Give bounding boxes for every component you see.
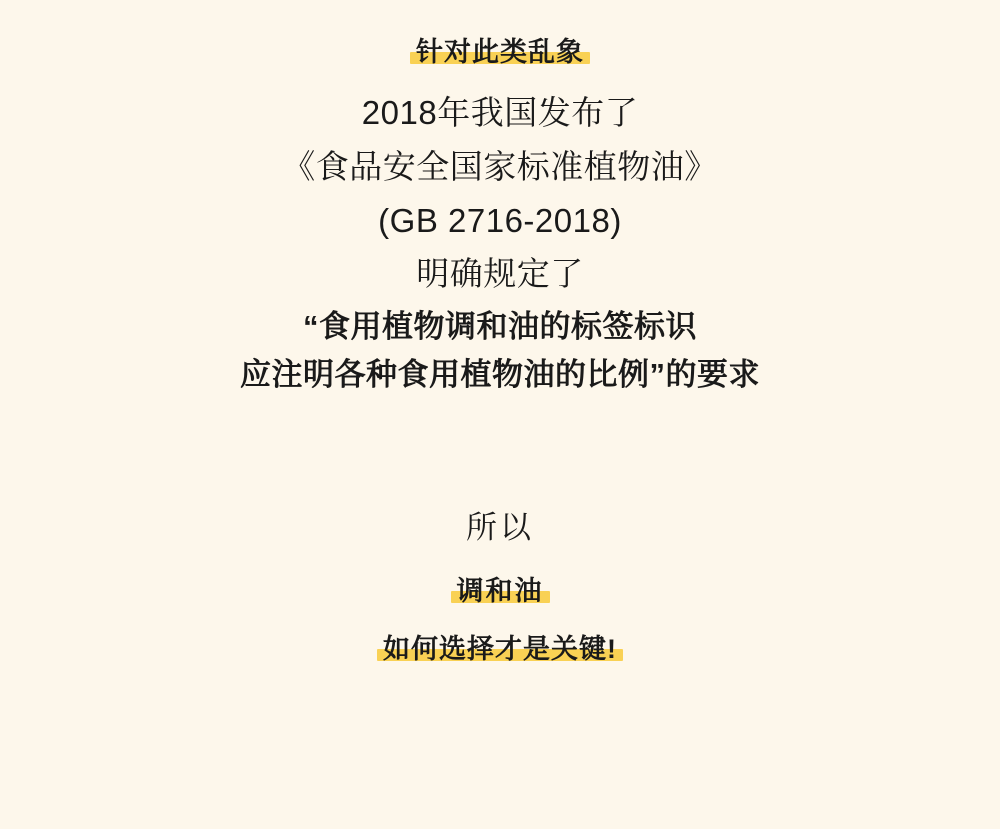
paragraph-line-1: 2018年我国发布了 [361,94,639,132]
closing-subject-text: 调和油 [456,575,544,606]
paragraph-line-4: 明确规定了 [416,255,584,293]
closing-conclusion-text: 如何选择才是关键! [383,633,617,664]
quote-line-1: “食用植物调和油的标签标识 [303,308,697,344]
headline-text: 针对此类乱象 [416,37,584,67]
quote-line-2: 应注明各种食用植物油的比例”的要求 [240,357,760,393]
closing-lead: 所以 [466,510,534,545]
closing-subject-highlight [451,577,550,605]
closing-conclusion-highlight [377,635,623,663]
paragraph-line-2: 《食品安全国家标准植物油》 [282,147,718,185]
closing-conclusion [377,635,623,663]
closing-subject [451,577,550,605]
paragraph-line-3: (GB 2716-2018) [378,201,622,239]
headline [410,38,590,66]
headline-highlight [410,38,590,66]
